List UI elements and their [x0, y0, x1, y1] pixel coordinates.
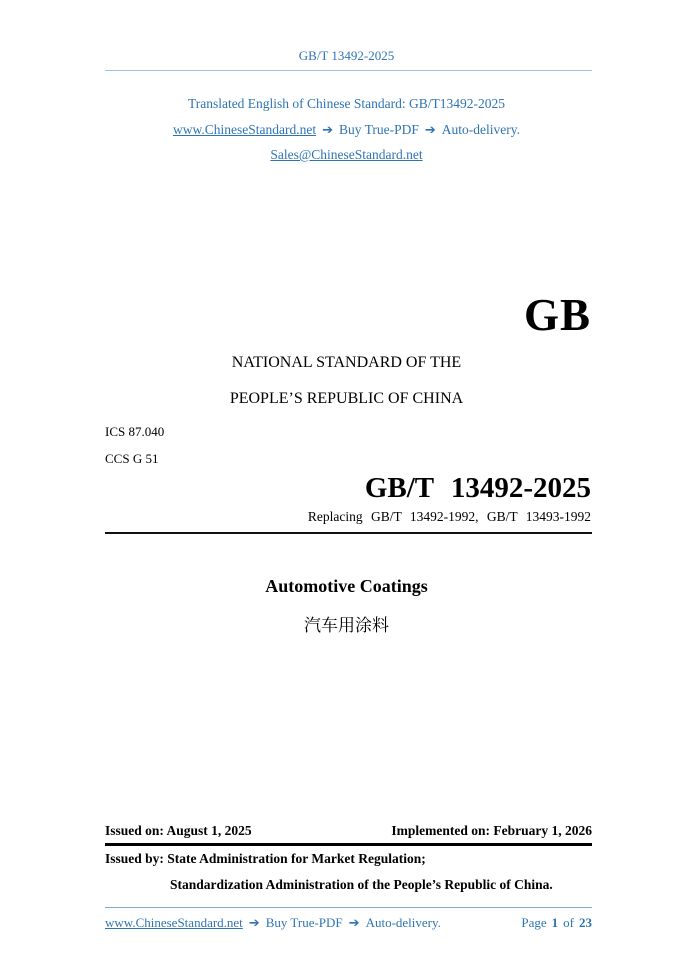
arrow-right-icon: ➔	[322, 123, 333, 138]
page-current: 1	[551, 915, 559, 930]
sales-email-link[interactable]: Sales@ChineseStandard.net	[270, 147, 423, 162]
standard-number-rule	[105, 532, 592, 534]
buy-true-pdf-label: Buy True-PDF	[338, 122, 419, 137]
sales-email-line	[0, 147, 693, 163]
page-label: Page	[521, 915, 547, 930]
issued-by-line2: Standardization Administration of the People’s Republic of China.	[170, 877, 553, 892]
standard-title-english: Automotive Coatings	[265, 576, 428, 596]
chinesestandard-link[interactable]: www.ChineseStandard.net	[172, 122, 317, 137]
issued-on-date: Issued on: August 1, 2025	[105, 823, 252, 838]
arrow-right-icon: ➔	[248, 916, 260, 931]
ccs-code: CCS G 51	[105, 451, 159, 466]
implemented-on-date: Implemented on: February 1, 2026	[391, 823, 592, 838]
auto-delivery-label: Auto-delivery.	[365, 915, 441, 930]
chinesestandard-link[interactable]: www.ChineseStandard.net	[105, 915, 243, 930]
page-of-label: of	[563, 915, 574, 930]
translated-standard-line: Translated English of Chinese Standard: GB/T13492-2025	[187, 96, 506, 111]
page-indicator	[521, 915, 592, 931]
buy-true-pdf-label: Buy True-PDF	[265, 915, 343, 930]
footer-rule	[105, 907, 592, 908]
arrow-right-icon: ➔	[348, 916, 360, 931]
page-total: 23	[579, 915, 592, 930]
standard-number: GB/T 13492-2025	[364, 472, 591, 504]
header-rule	[105, 70, 592, 71]
auto-delivery-label: Auto-delivery.	[441, 122, 521, 137]
footer-buy-line	[105, 915, 441, 931]
issuance-dates-row	[105, 823, 592, 839]
arrow-right-icon: ➔	[424, 123, 436, 138]
issuance-rule	[105, 843, 592, 846]
replacing-note: Replacing GB/T 13492-1992, GB/T 13493-1992	[307, 509, 591, 524]
header-buy-line	[0, 122, 693, 138]
gb-emblem: GB	[523, 290, 591, 340]
ics-code: ICS 87.040	[105, 424, 165, 439]
footer-row	[105, 915, 592, 931]
running-header-doc-number: GB/T 13492-2025	[298, 48, 395, 63]
standard-title-chinese: 汽车用涂料	[304, 616, 389, 636]
issued-by-line1: Issued by: State Administration for Market Regulation;	[105, 851, 426, 866]
national-standard-line1: NATIONAL STANDARD OF THE	[231, 354, 462, 371]
national-standard-line2: PEOPLE’S REPUBLIC OF CHINA	[229, 390, 464, 407]
